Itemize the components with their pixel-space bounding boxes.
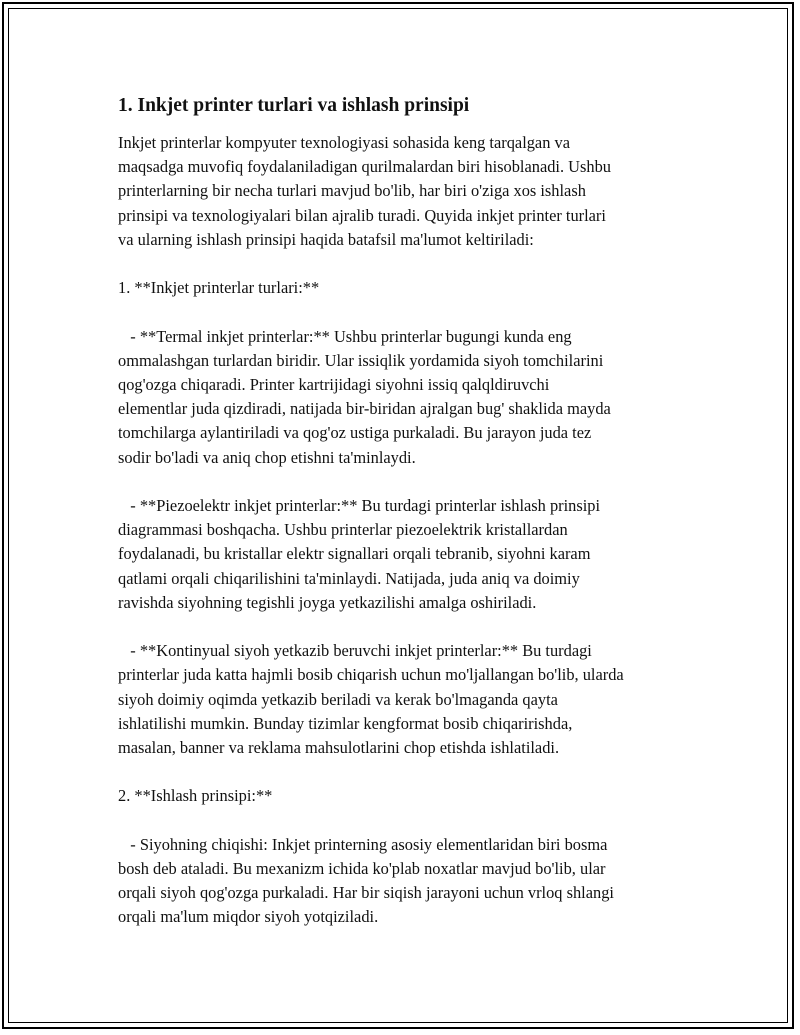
paragraph-spacer bbox=[118, 252, 688, 276]
section-title-types: 1. **Inkjet printerlar turlari:** bbox=[118, 278, 320, 298]
list-item-thermal: - **Termal inkjet printerlar:** Ushbu printerlar bugungi kunda eng ommalashgan turlardan biridir. Ular issiqlik yordamida siyoh tomchilarini qog'ozga chiqaradi. Printer kartrijidagi siyohni issiq qalqldiruvchi elementlar juda qizdiradi, natijada bir-biridan ajralgan bug' shaklida mayda tomchilarga aylantiriladi va qog'oz ustiga purkaladi. Bu jarayon juda tez sodir bo'ladi va aniq chop etishni ta'minlaydi. bbox=[118, 326, 611, 467]
paragraph-spacer bbox=[118, 760, 688, 784]
list-item-piezo: - **Piezoelektr inkjet printerlar:** Bu turdagi printerlar ishlash prinsipi diagrammasi boshqacha. Ushbu printerlar piezoelektrik kristallardan foydalanadi, bu kristallar elektr signallari orqali tebranib, siyohni karam qatlami orqali chiqarilishini ta'minlaydi. Natijada, juda aniq va doimiy ravishda siyohning tegishli joyga yetkazilishi amalga oshiriladi. bbox=[118, 496, 601, 612]
section-title-principle: 2. **Ishlash prinsipi:** bbox=[118, 786, 273, 806]
list-item-continuous: - **Kontinyual siyoh yetkazib beruvchi inkjet printerlar:** Bu turdagi printerlar juda katta hajmli bosib chiqarish uchun mo'ljallangan bo'lib, ularda siyoh doimiy oqimda yetkazib beriladi va kerak bo'lmaganda qayta ishlatilishi mumkin. Bunday tizimlar kengformat bosib chiqaririshda, masalan, banner va reklama mahsulotlarini chop etishda ishlatiladi. bbox=[118, 641, 624, 758]
document-heading: 1. Inkjet printer turlari va ishlash prinsipi bbox=[118, 95, 470, 116]
paragraph-spacer bbox=[118, 300, 688, 324]
intro-paragraph: Inkjet printerlar kompyuter texnologiyasi sohasida keng tarqalgan va maqsadga muvofiq foydalaniladigan qurilmalardan biri hisoblanadi. Ushbu printerlarning bir necha turlari mavjud bo'lib, har biri o'ziga xos ishlash prinsipi va texnologiyalari bilan ajralib turadi. Quyida inkjet printer turlari va ularning ishlash prinsipi haqida batafsil ma'lumot keltiriladi: bbox=[118, 133, 611, 249]
list-item-ink-output: - Siyohning chiqishi: Inkjet printerning asosiy elementlaridan biri bosma bosh deb ataladi. Bu mexanizm ichida ko'plab noxatlar mavjud bo'lib, ular orqali siyoh qog'ozga purkaladi. Har bir siqish jarayoni uchun vrloq shlangi orqali ma'lum miqdor siyoh yotqiziladi. bbox=[118, 834, 614, 927]
document-body bbox=[118, 93, 688, 930]
paragraph-spacer bbox=[118, 470, 688, 494]
paragraph-spacer bbox=[118, 809, 688, 833]
paragraph-spacer bbox=[118, 615, 688, 639]
